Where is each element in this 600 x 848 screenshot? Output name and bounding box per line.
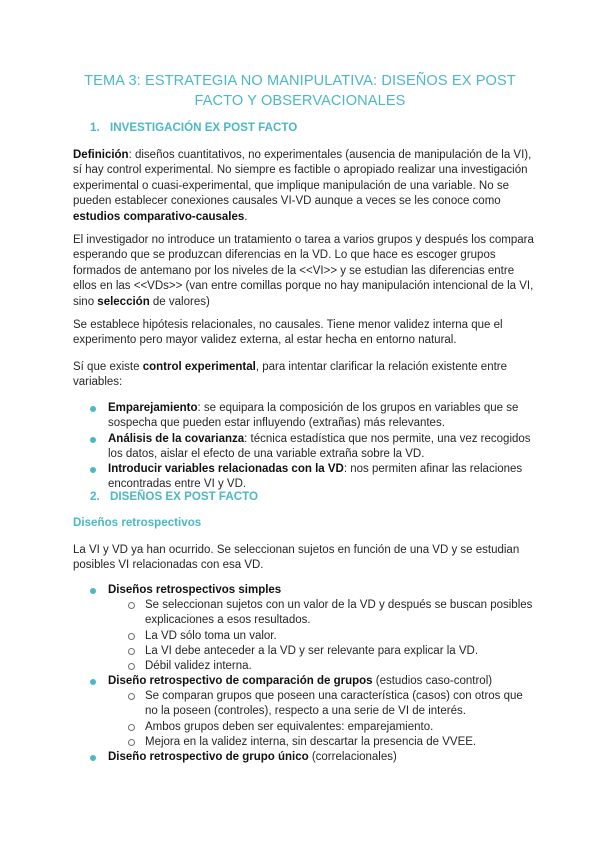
investigator-bold: selección (97, 295, 150, 308)
subheading-retrospective: Diseños retrospectivos (73, 516, 202, 529)
control-item (108, 462, 538, 493)
definition-bold: estudios comparativo-causales (73, 210, 245, 223)
bullet-dot (90, 437, 96, 443)
title-line-1: TEMA 3: ESTRATEGIA NO MANIPULATIVA: DISEÑOS EX POST (84, 73, 516, 89)
control-item (108, 432, 538, 463)
document-title (60, 71, 540, 111)
definition-text-2: . (244, 210, 248, 223)
control-text-1: Sí que existe (73, 361, 143, 373)
sub-bullet-circle (128, 724, 135, 731)
design-item (108, 583, 538, 598)
bullet-dot (90, 467, 96, 473)
control-item-term: Análisis de la covarianza (108, 433, 245, 445)
design-sub-item: Mejora en la validez interna, sin descartar la presencia de VVEE. (145, 736, 477, 748)
design-sub-item: Se comparan grupos que poseen una característica (casos) con otros que no la poseen (controles), respecto a una serie de VI de interés. (145, 690, 523, 718)
definition-paragraph (73, 148, 535, 225)
design-title: Diseño retrospectivo de grupo único (108, 751, 309, 763)
design-sub-item: La VI debe anteceder a la VD y ser relevante para explicar la VD. (145, 645, 479, 657)
sub-bullet-circle (128, 633, 135, 640)
section-1-number: 1. (90, 121, 100, 134)
retrospective-paragraph: La VI y VD ya han ocurrido. Se seleccionan sujetos en función de una VD y se estudian posibles VI relacionadas con esa VD. (73, 544, 520, 572)
control-item-text: : se equipara la composición de los grupos en variables que se sospecha que pueden estar influyendo (extrañas) más relevantes. (108, 402, 519, 430)
bullet-dot (90, 406, 96, 412)
control-item-text: : nos permiten afinar las relaciones encontradas entre VI y VD. (108, 463, 523, 491)
hypothesis-paragraph: Se establece hipótesis relacionales, no causales. Tiene menor validez interna que el experimento pero mayor validez externa, al estar hecha en entorno natural. (73, 319, 503, 347)
control-item-term: Introducir variables relacionadas con la VD (108, 463, 344, 475)
sub-bullet-circle (128, 663, 135, 670)
design-title: Diseños retrospectivos simples (108, 584, 282, 596)
title-line-2: FACTO Y OBSERVACIONALES (194, 93, 406, 109)
control-bold: control experimental (142, 361, 256, 373)
investigator-text-1: El investigador no introduce un tratamiento o tarea a varios grupos y después los compara esperando que se produzcan diferencias en la VD. Lo que hace es escoger grupos formados de antemano por los niveles de la <<VI>> y se estudian las diferencias entre ellos en las <<VDs>> (van entre comillas porque no hay manipulación intencional de la VI, sino (73, 234, 534, 308)
section-1-label: INVESTIGACIÓN EX POST FACTO (110, 121, 298, 134)
sub-bullet-circle (128, 739, 135, 746)
design-sub-item: Ambos grupos deben ser equivalentes: emparejamiento. (145, 721, 434, 733)
design-sub-item: Débil validez interna. (145, 660, 252, 672)
bullet-dot (90, 755, 96, 761)
control-item-text: : técnica estadística que nos permite, una vez recogidos los datos, aislar el efecto de una variable extraña sobre la VD. (108, 433, 531, 461)
design-title: Diseño retrospectivo de comparación de grupos (108, 675, 373, 687)
bullet-dot (90, 588, 96, 594)
definition-text-1: : diseños cuantitativos, no experimentales (ausencia de manipulación de la VI), sí hay control experimental. No siempre es factible o apropiado realizar una investigación experimental o cuasi-experimental, que implique manipulación de una variable. No se pueden establecer conexiones causales VI-VD aunque a veces se les conoce como (73, 149, 532, 208)
investigator-text-2: de valores) (149, 295, 210, 308)
control-paragraph (73, 360, 535, 391)
section-2-number: 2. (90, 490, 100, 503)
sub-bullet-circle (128, 602, 135, 609)
design-item (108, 674, 538, 689)
control-item-term: Emparejamiento (108, 402, 198, 414)
investigator-paragraph (73, 233, 535, 310)
design-note: (estudios caso-control) (372, 675, 493, 687)
sub-bullet-circle (128, 648, 135, 655)
control-text-2: , para intentar clarificar la relación existente entre variables: (73, 361, 508, 389)
design-item (108, 750, 538, 765)
bullet-dot (90, 679, 96, 685)
design-note: (correlacionales) (308, 751, 397, 763)
definition-term: Definición (73, 149, 129, 161)
design-sub-item: La VD sólo toma un valor. (145, 630, 277, 642)
control-item (108, 401, 538, 432)
sub-bullet-circle (128, 693, 135, 700)
design-sub-item: Se seleccionan sujetos con un valor de la VD y después se buscan posibles explicaciones a esos resultados. (145, 599, 533, 627)
section-2-label: DISEÑOS EX POST FACTO (110, 490, 258, 503)
